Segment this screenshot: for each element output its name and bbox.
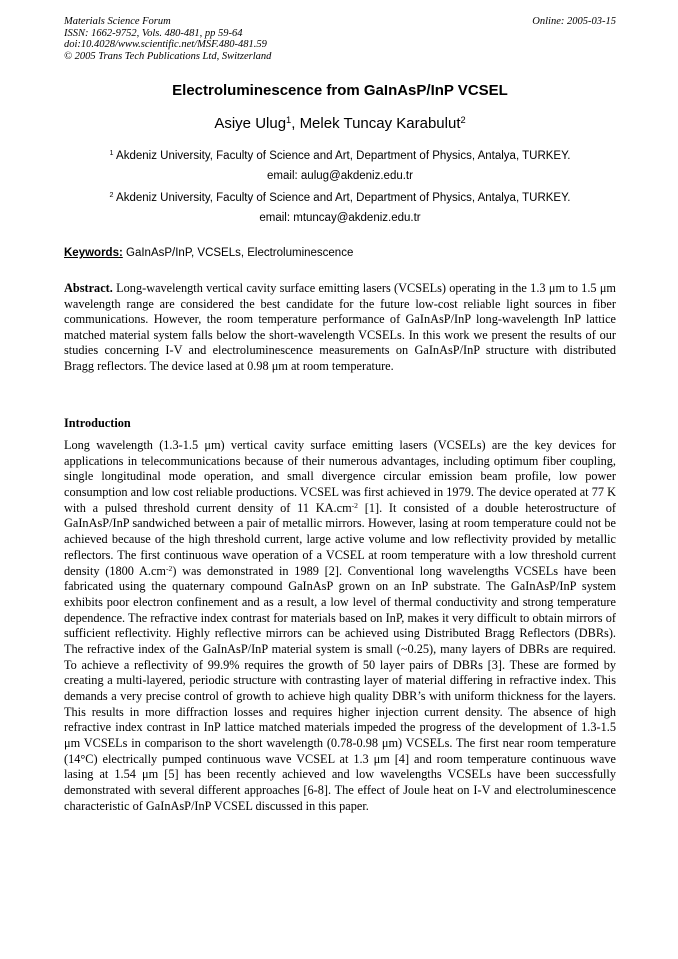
- author-2-name: Melek Tuncay Karabulut: [299, 115, 461, 132]
- journal-header: [64, 16, 616, 62]
- abstract-label: Abstract.: [64, 281, 113, 295]
- affiliation-1: [64, 149, 616, 163]
- intro-text-3: ) was demonstrated in 1989 [2]. Conventional long wavelengths VCSELs have been fabricated using the quaternary compound GaInAsP grown on an InP substrate. The GaInAsP/InP system exhibits poor electron confinement and as a result, a low level of thermal conductivity and strong temperature dependence. The refractive index contrast for materials based on InP, makes it very difficult to obtain mirrors of sufficient reflectivity. Highly reflective mirrors can be achieved using Distributed Bragg Reflectors (DBRs). The refractive index of the GaInAsP/InP material system is small (~0.25), many layers of DBRs are required. To achieve a reflectivity of 99.9% requires the growth of 50 layer pairs of DBRs [3]. These are formed by creating a multi-layered, periodic structure with contrasting layer of material differing in refractive index. This demands a very precise control of growth to achieve high quality DBR’s with uniform thickness for the layers. This results in more diffraction losses and requires higher injection current density. The absence of high refractive index contrast in InP lattice matched materials impeded the progress of the development of 1.3-1.5 μm VCSELs in comparison to the short wavelength (0.78-0.98 μm) VCSELs. The first near room temperature (14°C) electrically pumped continuous wave VCSEL at 1.3 μm [4] and room temperature continuous wave lasing at 1.54 μm [5] has been recently achieved and low wavelengths VCSELs have been successfully demonstrated with several different approaches [6-8]. The effect of Joule heat on I-V and electroluminescence characteristic of GaInAsP/InP VCSEL discussed in this paper.: [64, 563, 616, 813]
- affiliation-1-text: Akdeniz University, Faculty of Science and Art, Department of Physics, Antalya, TURKEY.: [113, 150, 571, 162]
- affiliation-2-email: email: mtuncay@akdeniz.edu.tr: [259, 212, 421, 224]
- doi-line: doi:10.4028/www.scientific.net/MSF.480-481.59: [64, 39, 267, 51]
- author-1-affiliation-mark: 1: [286, 114, 292, 125]
- affiliation-2: [64, 191, 616, 205]
- introduction-heading: Introduction: [64, 416, 131, 430]
- affiliation-1-mark: 1: [109, 149, 114, 158]
- intro-superscript-2: -2: [165, 563, 173, 573]
- issn-line: ISSN: 1662-9752, Vols. 480-481, pp 59-64: [64, 27, 243, 39]
- journal-name: Materials Science Forum: [64, 16, 171, 27]
- author-1-name: Asiye Ulug: [214, 115, 287, 132]
- author-separator: ,: [291, 115, 300, 132]
- author-2-affiliation-mark: 2: [460, 114, 466, 125]
- paper-title: Electroluminescence from GaInAsP/InP VCSEL: [172, 82, 508, 99]
- keywords: [64, 246, 616, 260]
- abstract: [64, 281, 616, 375]
- keywords-text: GaInAsP/InP, VCSELs, Electroluminescence: [122, 247, 354, 259]
- keywords-colon: :: [118, 247, 123, 259]
- keywords-label: Keywords: [64, 247, 119, 259]
- abstract-text: Long-wavelength vertical cavity surface emitting lasers (VCSELs) operating in the 1.3 μm to 1.5 μm wavelength range are considered the best candidate for the future low-cost reliable light sources in fiber communications. However, the room temperature performance of GaInAsP/InP long-wavelength InP lattice matched material system falls below the short-wavelength VCSELs. In this work we present the results of our studies concerning I-V and electroluminescence measurements on GaInAsP/InP structure with distributed Bragg reflectors. The device lased at 0.98 μm at room temperature.: [64, 281, 616, 373]
- affiliation-2-text: Akdeniz University, Faculty of Science and Art, Department of Physics, Antalya, TURKEY.: [113, 192, 571, 204]
- introduction-paragraph: [64, 438, 616, 815]
- affiliation-1-email: email: aulug@akdeniz.edu.tr: [267, 170, 413, 182]
- intro-superscript-1: -2: [351, 500, 358, 510]
- copyright-line: © 2005 Trans Tech Publications Ltd, Switzerland: [64, 50, 272, 62]
- online-date: Online: 2005-03-15: [532, 16, 616, 27]
- affiliation-2-mark: 2: [109, 191, 114, 200]
- intro-text-2: [1]. It consisted of a double heterostructure of GaInAsP/InP sandwiched between a pair of metallic mirrors. However, lasing at room temperature could not be achieved because of the high threshold current, large active volume and low reflectivity provided by metallic reflectors. The first continuous wave operation of a VCSEL at room temperature with a low threshold current density (1800 A.cm: [64, 500, 616, 578]
- author-list: [64, 115, 616, 133]
- intro-text-1: Long wavelength (1.3-1.5 μm) vertical cavity surface emitting lasers (VCSELs) are the key devices for applications in telecommunications because of their numerous advantages, including optimum fiber coupling, single longitudinal mode operation, and small divergence circular emission beam profile, low power consumption and low cost reliable productions. VCSEL was first achieved in 1979. The device operated at 77 K with a pulsed threshold current density of 11 KA.cm: [64, 438, 616, 515]
